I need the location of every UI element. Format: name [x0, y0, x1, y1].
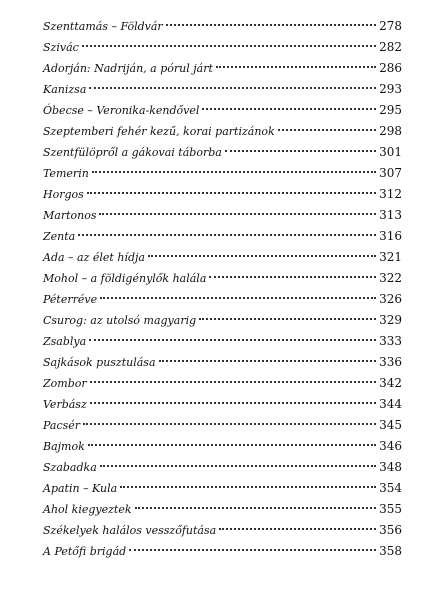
toc-entry-page: 336: [379, 355, 402, 369]
toc-entry: [43, 269, 402, 287]
toc-entry-title: Csurog: az utolsó magyarig: [43, 314, 197, 327]
toc-entry-title: Sajkások pusztulása: [43, 356, 156, 369]
dot-leader: [202, 108, 376, 110]
dot-leader: [90, 381, 376, 383]
dot-leader: [78, 234, 376, 236]
toc-entry-title: Szenttamás – Földvár: [43, 20, 163, 33]
toc-entry-title: Ada – az élet hídja: [43, 251, 145, 264]
toc-entry: [43, 17, 402, 35]
toc-entry: [43, 521, 402, 539]
toc-entry-title: Szeptemberi fehér kezű, korai partizánok: [43, 125, 275, 138]
toc-entry-page: 295: [379, 103, 402, 117]
toc-entry-page: 346: [379, 439, 402, 453]
toc-entry: [43, 353, 402, 371]
toc-entry: [43, 80, 402, 98]
toc-entry: [43, 458, 402, 476]
toc-entry: [43, 164, 402, 182]
dot-leader: [216, 66, 376, 68]
dot-leader: [159, 360, 377, 362]
toc-entry: [43, 206, 402, 224]
toc-entry: [43, 500, 402, 518]
toc-entry-title: Péterréve: [43, 293, 98, 306]
dot-leader: [87, 192, 376, 194]
toc-entry: [43, 416, 402, 434]
dot-leader: [278, 129, 376, 131]
toc-entry-title: Mohol – a földigénylők halála: [43, 272, 207, 285]
dot-leader: [89, 339, 376, 341]
dot-leader: [209, 276, 376, 278]
toc-entry-title: Szabadka: [43, 461, 97, 474]
toc-entry: [43, 311, 402, 329]
toc-entry-page: 322: [379, 271, 402, 285]
dot-leader: [88, 444, 376, 446]
toc-entry-page: 333: [379, 334, 402, 348]
toc-entry-title: Ahol kiegyeztek: [43, 503, 132, 516]
dot-leader: [199, 318, 376, 320]
toc-entry: [43, 479, 402, 497]
toc-entry-page: 282: [379, 40, 402, 54]
toc-entry-title: Verbász: [43, 398, 87, 411]
toc-entry-title: Zombor: [43, 377, 87, 390]
toc-entry-title: Székelyek halálos vesszőfutása: [43, 524, 217, 537]
dot-leader: [90, 402, 376, 404]
toc-entry: [43, 59, 402, 77]
toc-entry-title: Szivác: [43, 41, 79, 54]
toc-entry-page: 358: [379, 544, 402, 558]
toc-entry-page: 344: [379, 397, 402, 411]
toc-entry-title: Apatin – Kula: [43, 482, 118, 495]
toc-entry: [43, 437, 402, 455]
toc-entry: [43, 101, 402, 119]
dot-leader: [83, 423, 376, 425]
toc-entry-page: 329: [379, 313, 402, 327]
toc-entry-page: 301: [379, 145, 402, 159]
toc-entry: [43, 290, 402, 308]
toc-entry-page: 278: [379, 19, 402, 33]
dot-leader: [129, 549, 376, 551]
toc-entry-page: 298: [379, 124, 402, 138]
toc-entry-page: 316: [379, 229, 402, 243]
toc-entry: [43, 395, 402, 413]
toc-entry-title: Temerin: [43, 167, 89, 180]
toc-entry-page: 345: [379, 418, 402, 432]
toc-entry-page: 326: [379, 292, 402, 306]
dot-leader: [148, 255, 376, 257]
toc-entry-title: Szentfülöpről a gákovai táborba: [43, 146, 222, 159]
dot-leader: [225, 150, 376, 152]
dot-leader: [100, 465, 376, 467]
dot-leader: [92, 171, 376, 173]
toc-entry-title: Horgos: [43, 188, 84, 201]
dot-leader: [135, 507, 377, 509]
toc-entry-title: Pacsér: [43, 419, 81, 432]
toc-entry-page: 355: [379, 502, 402, 516]
dot-leader: [100, 297, 376, 299]
toc-entry-page: 342: [379, 376, 402, 390]
toc-entry-title: A Petőfi brigád: [43, 545, 127, 558]
toc-entry-title: Zenta: [43, 230, 76, 243]
toc-entry: [43, 38, 402, 56]
toc-entry-page: 293: [379, 82, 402, 96]
toc-entry-page: 321: [379, 250, 402, 264]
toc-entry-page: 312: [379, 187, 402, 201]
toc-entry-title: Zsablya: [43, 335, 87, 348]
toc-entry: [43, 374, 402, 392]
toc-entry-page: 307: [379, 166, 402, 180]
toc-entry-page: 354: [379, 481, 402, 495]
dot-leader: [120, 486, 376, 488]
toc-entry: [43, 227, 402, 245]
toc-entry-page: 356: [379, 523, 402, 537]
dot-leader: [89, 87, 376, 89]
toc-entry-title: Óbecse – Veronika-kendővel: [43, 104, 200, 117]
dot-leader: [99, 213, 376, 215]
toc-entry-page: 348: [379, 460, 402, 474]
toc-entry-page: 313: [379, 208, 402, 222]
toc-entry: [43, 143, 402, 161]
dot-leader: [219, 528, 376, 530]
toc-entry-title: Adorján: Nadriján, a pórul járt: [43, 62, 213, 75]
dot-leader: [166, 24, 376, 26]
toc-entry-page: 286: [379, 61, 402, 75]
toc-entry-title: Bajmok: [43, 440, 85, 453]
toc-entry: [43, 332, 402, 350]
toc-entry: [43, 248, 402, 266]
toc-entry-title: Kanizsa: [43, 83, 87, 96]
dot-leader: [82, 45, 376, 47]
toc-entry: [43, 185, 402, 203]
toc-entry: [43, 122, 402, 140]
toc-entry: [43, 542, 402, 560]
toc-entry-title: Martonos: [43, 209, 97, 222]
